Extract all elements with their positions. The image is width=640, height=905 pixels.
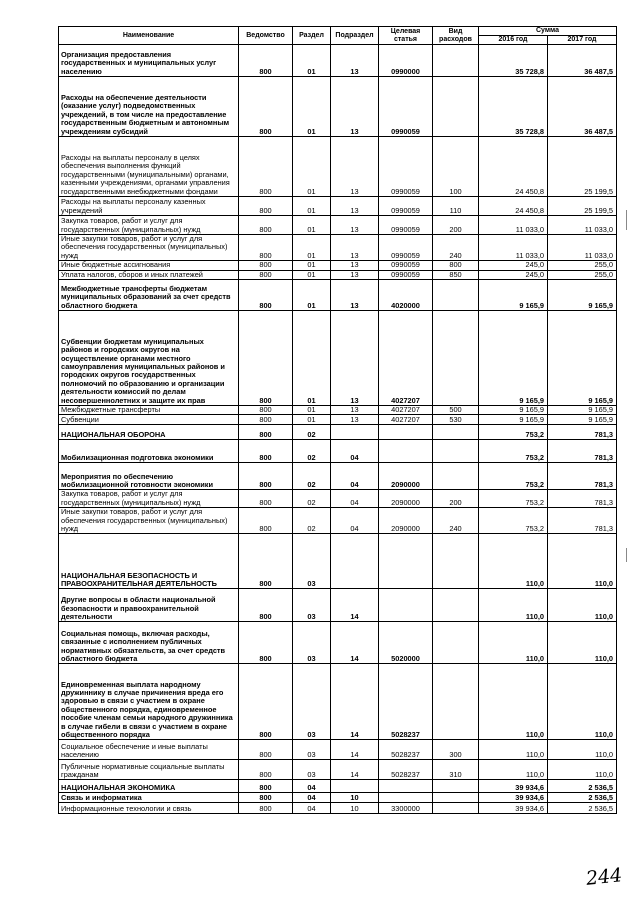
- cell-name: Единовременная выплата народному дружиннику в случае причинения вреда его здоровью в связи с участием в охране общественного порядка, единовременное пособие членам семьи народного дружинника в случае гибели в связи с участием в охране общественного порядка: [59, 664, 239, 740]
- cell-name: Межбюджетные трансферты бюджетам муниципальных образований за счет средств областного бюджета: [59, 280, 239, 311]
- cell-sum-2017: 36 487,5: [548, 77, 617, 137]
- cell-razdel: 01: [293, 197, 331, 216]
- cell-razdel: 01: [293, 280, 331, 311]
- cell-podrazdel: 10: [331, 803, 379, 814]
- cell-vedomstvo: 800: [239, 780, 293, 793]
- budget-body: [59, 45, 617, 814]
- cell-expense-type: [433, 425, 479, 440]
- cell-name: Связь и информатика: [59, 793, 239, 803]
- cell-target-article: 4027207: [379, 311, 433, 406]
- header-vedomstvo: Ведомство: [239, 27, 293, 45]
- cell-target-article: 0990059: [379, 270, 433, 279]
- header-year-2017: 2017 год: [548, 36, 617, 45]
- cell-razdel: 04: [293, 803, 331, 814]
- cell-expense-type: [433, 463, 479, 490]
- cell-target-article: [379, 440, 433, 463]
- cell-vedomstvo: 800: [239, 216, 293, 235]
- cell-vedomstvo: 800: [239, 45, 293, 77]
- cell-vedomstvo: 800: [239, 261, 293, 270]
- cell-target-article: [379, 589, 433, 622]
- cell-target-article: 0990059: [379, 261, 433, 270]
- cell-vedomstvo: 800: [239, 508, 293, 534]
- cell-target-article: 3300000: [379, 803, 433, 814]
- cell-name: Социальная помощь, включая расходы, связанные с исполнением публичных нормативных обязательств, за счет средств областного бюджета: [59, 622, 239, 664]
- cell-razdel: 01: [293, 406, 331, 415]
- cell-sum-2017: 110,0: [548, 740, 617, 760]
- cell-sum-2016: 9 165,9: [479, 406, 548, 415]
- cell-sum-2016: 753,2: [479, 490, 548, 508]
- cell-vedomstvo: 800: [239, 406, 293, 415]
- cell-sum-2017: 110,0: [548, 622, 617, 664]
- table-row: [59, 534, 617, 589]
- cell-podrazdel: 04: [331, 440, 379, 463]
- cell-sum-2016: 24 450,8: [479, 197, 548, 216]
- cell-expense-type: 240: [433, 235, 479, 261]
- cell-target-article: 2090000: [379, 508, 433, 534]
- cell-vedomstvo: 800: [239, 280, 293, 311]
- cell-vedomstvo: 800: [239, 589, 293, 622]
- cell-expense-type: 850: [433, 270, 479, 279]
- cell-razdel: 03: [293, 622, 331, 664]
- cell-sum-2016: 9 165,9: [479, 280, 548, 311]
- cell-sum-2016: 245,0: [479, 261, 548, 270]
- cell-sum-2017: 255,0: [548, 270, 617, 279]
- cell-vedomstvo: 800: [239, 270, 293, 279]
- cell-razdel: 02: [293, 425, 331, 440]
- cell-target-article: 2090000: [379, 490, 433, 508]
- cell-razdel: 04: [293, 793, 331, 803]
- cell-name: Информационные технологии и связь: [59, 803, 239, 814]
- header-sum: Сумма: [479, 27, 617, 36]
- table-row: [59, 77, 617, 137]
- table-row: [59, 664, 617, 740]
- cell-sum-2016: 753,2: [479, 508, 548, 534]
- cell-podrazdel: 13: [331, 137, 379, 197]
- cell-podrazdel: 13: [331, 280, 379, 311]
- cell-sum-2017: 781,3: [548, 463, 617, 490]
- cell-expense-type: 240: [433, 508, 479, 534]
- cell-target-article: 5028237: [379, 740, 433, 760]
- cell-vedomstvo: 800: [239, 311, 293, 406]
- cell-expense-type: 100: [433, 137, 479, 197]
- cell-razdel: 01: [293, 415, 331, 425]
- cell-sum-2017: 110,0: [548, 760, 617, 780]
- cell-sum-2017: 781,3: [548, 490, 617, 508]
- cell-expense-type: 530: [433, 415, 479, 425]
- cell-podrazdel: 13: [331, 197, 379, 216]
- cell-podrazdel: 14: [331, 664, 379, 740]
- cell-podrazdel: 13: [331, 311, 379, 406]
- table-row: [59, 261, 617, 270]
- cell-target-article: 0990059: [379, 216, 433, 235]
- cell-podrazdel: 13: [331, 406, 379, 415]
- cell-expense-type: [433, 803, 479, 814]
- table-row: [59, 463, 617, 490]
- cell-sum-2017: 110,0: [548, 664, 617, 740]
- cell-expense-type: [433, 793, 479, 803]
- cell-expense-type: 200: [433, 490, 479, 508]
- cell-razdel: 01: [293, 261, 331, 270]
- cell-vedomstvo: 800: [239, 490, 293, 508]
- cell-vedomstvo: 800: [239, 415, 293, 425]
- cell-expense-type: 500: [433, 406, 479, 415]
- cell-vedomstvo: 800: [239, 137, 293, 197]
- cell-expense-type: 300: [433, 740, 479, 760]
- cell-sum-2017: 9 165,9: [548, 311, 617, 406]
- table-row: [59, 406, 617, 415]
- cell-podrazdel: 13: [331, 216, 379, 235]
- cell-name: Закупка товаров, работ и услуг для государственных (муниципальных) нужд: [59, 490, 239, 508]
- cell-razdel: 02: [293, 508, 331, 534]
- cell-sum-2017: 11 033,0: [548, 216, 617, 235]
- table-row: [59, 235, 617, 261]
- cell-name: НАЦИОНАЛЬНАЯ ЭКОНОМИКА: [59, 780, 239, 793]
- cell-podrazdel: 13: [331, 270, 379, 279]
- cell-target-article: 0990000: [379, 45, 433, 77]
- cell-target-article: 5028237: [379, 664, 433, 740]
- cell-sum-2016: 9 165,9: [479, 415, 548, 425]
- cell-razdel: 01: [293, 270, 331, 279]
- budget-table: [58, 26, 617, 814]
- cell-sum-2016: 35 728,8: [479, 45, 548, 77]
- cell-name: Социальное обеспечение и иные выплаты населению: [59, 740, 239, 760]
- cell-sum-2016: 110,0: [479, 534, 548, 589]
- table-row: [59, 415, 617, 425]
- cell-sum-2017: 255,0: [548, 261, 617, 270]
- table-row: [59, 216, 617, 235]
- page-number: 244: [584, 864, 624, 890]
- cell-podrazdel: 04: [331, 508, 379, 534]
- cell-target-article: 0990059: [379, 77, 433, 137]
- header-podrazdel: Подраздел: [331, 27, 379, 45]
- cell-sum-2017: 11 033,0: [548, 235, 617, 261]
- table-row: [59, 425, 617, 440]
- cell-razdel: 01: [293, 235, 331, 261]
- cell-target-article: 4027207: [379, 406, 433, 415]
- table-row: [59, 270, 617, 279]
- cell-name: НАЦИОНАЛЬНАЯ ОБОРОНА: [59, 425, 239, 440]
- cell-name: Субвенции бюджетам муниципальных районов и городских округов на осуществление органами местного самоуправления муниципальных районов и городских округов государственных полномочий по образованию и организации деятельности комиссий по делам несовершеннолетних и защите их прав: [59, 311, 239, 406]
- cell-vedomstvo: 800: [239, 622, 293, 664]
- cell-sum-2017: 781,3: [548, 425, 617, 440]
- cell-expense-type: [433, 440, 479, 463]
- cell-podrazdel: 04: [331, 490, 379, 508]
- cell-sum-2017: 110,0: [548, 534, 617, 589]
- cell-target-article: 4020000: [379, 280, 433, 311]
- cell-expense-type: 310: [433, 760, 479, 780]
- cell-vedomstvo: 800: [239, 197, 293, 216]
- cell-podrazdel: 13: [331, 45, 379, 77]
- cell-name: Субвенции: [59, 415, 239, 425]
- cell-sum-2016: 9 165,9: [479, 311, 548, 406]
- cell-target-article: 0990059: [379, 197, 433, 216]
- header-target-article: Целевая статья: [379, 27, 433, 45]
- cell-sum-2017: 9 165,9: [548, 406, 617, 415]
- cell-expense-type: 110: [433, 197, 479, 216]
- cell-sum-2017: 110,0: [548, 589, 617, 622]
- cell-expense-type: [433, 622, 479, 664]
- cell-sum-2017: 25 199,5: [548, 137, 617, 197]
- cell-sum-2016: 24 450,8: [479, 137, 548, 197]
- cell-razdel: 01: [293, 137, 331, 197]
- table-row: [59, 45, 617, 77]
- cell-sum-2016: 110,0: [479, 589, 548, 622]
- cell-sum-2016: 245,0: [479, 270, 548, 279]
- cell-expense-type: [433, 45, 479, 77]
- cell-sum-2016: 39 934,6: [479, 803, 548, 814]
- cell-name: Иные бюджетные ассигнования: [59, 261, 239, 270]
- cell-sum-2016: 11 033,0: [479, 235, 548, 261]
- cell-name: Расходы на выплаты персоналу казенных учреждений: [59, 197, 239, 216]
- cell-target-article: 4027207: [379, 415, 433, 425]
- cell-vedomstvo: 800: [239, 534, 293, 589]
- cell-sum-2016: 110,0: [479, 622, 548, 664]
- cell-razdel: 01: [293, 45, 331, 77]
- cell-name: Организация предоставления государственных и муниципальных услуг населению: [59, 45, 239, 77]
- cell-name: Иные закупки товаров, работ и услуг для обеспечения государственных (муниципальных) нужд: [59, 508, 239, 534]
- table-row: [59, 589, 617, 622]
- cell-name: Иные закупки товаров, работ и услуг для обеспечения государственных (муниципальных) нужд: [59, 235, 239, 261]
- cell-expense-type: [433, 77, 479, 137]
- cell-razdel: 01: [293, 311, 331, 406]
- cell-razdel: 02: [293, 490, 331, 508]
- cell-podrazdel: 13: [331, 77, 379, 137]
- table-row: [59, 740, 617, 760]
- cell-razdel: 03: [293, 589, 331, 622]
- cell-podrazdel: [331, 780, 379, 793]
- header-name: Наименование: [59, 27, 239, 45]
- cell-razdel: 03: [293, 534, 331, 589]
- cell-vedomstvo: 800: [239, 760, 293, 780]
- cell-vedomstvo: 800: [239, 463, 293, 490]
- cell-razdel: 01: [293, 216, 331, 235]
- cell-target-article: [379, 425, 433, 440]
- cell-name: НАЦИОНАЛЬНАЯ БЕЗОПАСНОСТЬ И ПРАВООХРАНИТЕЛЬНАЯ ДЕЯТЕЛЬНОСТЬ: [59, 534, 239, 589]
- cell-sum-2017: 9 165,9: [548, 280, 617, 311]
- cell-vedomstvo: 800: [239, 77, 293, 137]
- cell-razdel: 04: [293, 780, 331, 793]
- cell-vedomstvo: 800: [239, 740, 293, 760]
- cell-name: Расходы на обеспечение деятельности (оказание услуг) подведомственных учреждений, в том числе на предоставление государственным бюджетным и автономным учреждениям субсидий: [59, 77, 239, 137]
- cell-sum-2016: 11 033,0: [479, 216, 548, 235]
- cell-podrazdel: 10: [331, 793, 379, 803]
- cell-sum-2016: 39 934,6: [479, 780, 548, 793]
- table-row: [59, 760, 617, 780]
- cell-name: Уплата налогов, сборов и иных платежей: [59, 270, 239, 279]
- cell-razdel: 03: [293, 760, 331, 780]
- table-row: [59, 311, 617, 406]
- table-row: [59, 490, 617, 508]
- table-row: [59, 803, 617, 814]
- cell-razdel: 02: [293, 463, 331, 490]
- cell-name: Мобилизационная подготовка экономики: [59, 440, 239, 463]
- cell-vedomstvo: 800: [239, 425, 293, 440]
- cell-target-article: 5020000: [379, 622, 433, 664]
- cell-target-article: 2090000: [379, 463, 433, 490]
- cell-target-article: [379, 780, 433, 793]
- cell-name: Закупка товаров, работ и услуг для государственных (муниципальных) нужд: [59, 216, 239, 235]
- cell-target-article: [379, 534, 433, 589]
- cell-podrazdel: [331, 534, 379, 589]
- cell-sum-2017: 25 199,5: [548, 197, 617, 216]
- cell-target-article: 0990059: [379, 235, 433, 261]
- table-row: [59, 197, 617, 216]
- cell-podrazdel: [331, 425, 379, 440]
- table-row: [59, 508, 617, 534]
- margin-mark: [626, 548, 627, 562]
- cell-name: Другие вопросы в области национальной безопасности и правоохранительной деятельности: [59, 589, 239, 622]
- table-row: [59, 137, 617, 197]
- cell-razdel: 03: [293, 664, 331, 740]
- cell-expense-type: [433, 780, 479, 793]
- cell-sum-2016: 110,0: [479, 664, 548, 740]
- cell-target-article: 5028237: [379, 760, 433, 780]
- table-row: [59, 793, 617, 803]
- margin-mark: [626, 210, 627, 230]
- cell-name: Расходы на выплаты персоналу в целях обеспечения выполнения функций государственными (муниципальными) органами, казенными учреждениями, органами управления государственными внебюджетными фондами: [59, 137, 239, 197]
- cell-sum-2016: 753,2: [479, 440, 548, 463]
- cell-sum-2017: 9 165,9: [548, 415, 617, 425]
- cell-target-article: [379, 793, 433, 803]
- cell-vedomstvo: 800: [239, 793, 293, 803]
- cell-expense-type: [433, 280, 479, 311]
- cell-podrazdel: 14: [331, 622, 379, 664]
- cell-sum-2017: 36 487,5: [548, 45, 617, 77]
- cell-podrazdel: 04: [331, 463, 379, 490]
- cell-vedomstvo: 800: [239, 664, 293, 740]
- cell-vedomstvo: 800: [239, 803, 293, 814]
- cell-sum-2016: 753,2: [479, 425, 548, 440]
- cell-razdel: 02: [293, 440, 331, 463]
- table-row: [59, 440, 617, 463]
- cell-podrazdel: 13: [331, 261, 379, 270]
- cell-razdel: 01: [293, 77, 331, 137]
- cell-target-article: 0990059: [379, 137, 433, 197]
- cell-expense-type: 200: [433, 216, 479, 235]
- cell-sum-2017: 2 536,5: [548, 803, 617, 814]
- cell-razdel: 03: [293, 740, 331, 760]
- cell-podrazdel: 14: [331, 760, 379, 780]
- cell-vedomstvo: 800: [239, 235, 293, 261]
- cell-vedomstvo: 800: [239, 440, 293, 463]
- cell-expense-type: [433, 311, 479, 406]
- header-year-2016: 2016 год: [479, 36, 548, 45]
- cell-name: Мероприятия по обеспечению мобилизационной готовности экономики: [59, 463, 239, 490]
- cell-sum-2016: 39 934,6: [479, 793, 548, 803]
- cell-name: Публичные нормативные социальные выплаты гражданам: [59, 760, 239, 780]
- cell-sum-2016: 110,0: [479, 740, 548, 760]
- cell-sum-2017: 2 536,5: [548, 780, 617, 793]
- cell-sum-2017: 2 536,5: [548, 793, 617, 803]
- cell-expense-type: [433, 534, 479, 589]
- cell-expense-type: [433, 664, 479, 740]
- cell-expense-type: [433, 589, 479, 622]
- cell-podrazdel: 14: [331, 589, 379, 622]
- cell-sum-2017: 781,3: [548, 508, 617, 534]
- table-row: [59, 280, 617, 311]
- cell-name: Межбюджетные трансферты: [59, 406, 239, 415]
- header-expense-type: Вид расходов: [433, 27, 479, 45]
- header-razdel: Раздел: [293, 27, 331, 45]
- cell-sum-2017: 781,3: [548, 440, 617, 463]
- cell-expense-type: 800: [433, 261, 479, 270]
- table-row: [59, 622, 617, 664]
- cell-sum-2016: 753,2: [479, 463, 548, 490]
- cell-podrazdel: 13: [331, 415, 379, 425]
- cell-sum-2016: 35 728,8: [479, 77, 548, 137]
- cell-podrazdel: 14: [331, 740, 379, 760]
- cell-sum-2016: 110,0: [479, 760, 548, 780]
- table-row: [59, 780, 617, 793]
- cell-podrazdel: 13: [331, 235, 379, 261]
